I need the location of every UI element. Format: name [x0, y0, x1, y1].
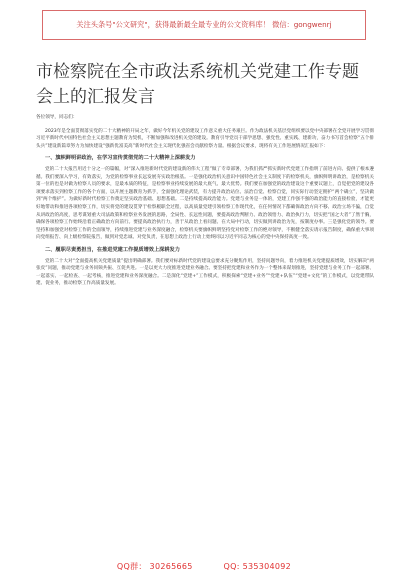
section-2-paragraph: 党的二十大对“全面提高机关党建质量”提出明确部署。我们要对标新时代党的建设总要求充分聚焦作用，坚持问题导向，着力推进机关党建提质增效，切实解决“两张皮”问题，推动党建与业务同频共振、互促共进。一是以更大力度推进党建业务融合。要坚持把党建和业务作为一个整体来谋划推进，坚持党建与业务工作一起部署、一起落实、一起检查、一起考核，推进党建和业务深度融合。二是深化“党建+”工作模式，积极探索“党建+业务”“党建+队伍”“党建+文化”的工作模式，以党建带队建、促业务，推动检察工作高质量发展。 — [36, 258, 374, 287]
intro-paragraph: 2023年是全面贯彻落实党的二十大精神的开局之年，做好今年机关党的建设工作意义重大任务艰巨。作为政法机关基层党组织要以党中央部署在全党开展学习贯彻习近平新时代中国特色社会主义思想主题教育为契机，不断加强和改进机关党的建设。教育引导党员干部学思想、强党性、重实践、建新功，奋力书写首会检察“五个排头兵”建设新篇章努力为加快建设“强新优富美高”新时代社会主义现代化强省会贡献检察力量。根据会议要求，现将有关工作进展情况汇报如下： — [36, 128, 374, 149]
section-heading-1: 一、旗帜鲜明讲政治，在学习宣传贯彻党的二十大精神上深耕发力 — [45, 155, 196, 162]
document-title: 市检察院在全市政法系统机关党建工作专题会上的汇报发言 — [36, 62, 359, 107]
section-1-paragraph: 党的二十大报告用近十分之一的篇幅，对“深入推进新时代党的建设新的伟大工程”做了专章部署，为我们抓严抓实新时代党建工作指明了前进方向、提供了根本遵循。我们要深入学习，有效落实，为党的检察事业长远发展夯实政治根基。一是强化政治机关意识中国特色社会主义制度下的检察机关，旗帜鲜明讲政治，是检察机关第一位的也是对做为检察人员的要求，是最本质的特征，是检察事业持续发展的最大底气、最大优势。我们要在加强党的政治建设这个重要议题上，自觉把党的建设各项要求落实到检察工作的各个方面，以开展主题教育为抓手，全面强化理论武装，有力提升政治站位、法治自觉、检察自觉，同实际行动坚定拥护“两个确立”，坚决做到“两个维护”。为做好新时代检察工作奠定坚实政治基础、思想基础。二是持续提高政治能力。党建与业务是一体的，党建工作强不强的政治能力的直接检验，才能更好地带动和推进各项检察工作，切实将党的建设贯穿于检察履职全过程，以高质量党建引领检察工作现代化，在任何情况下都确保政治方向不移、政治立场不偏，自觉从讲政治的高度，思考谋划重大司法政策和检察业务发展的思路，全局性、长远性问题，要提高政治判断力、政治领悟力、政治执行力，切实把“国之大者”了然于胸，确保各项检察工作始终沿着正确政治方向前行。要提高政治执行力，善于从政治上看问题、在大局中行动，切实做到讲政治为先，按制度办事。三是强化党的领导。要坚持和加强党对检察工作的全面领导，持续推进党建与业务深度融合，检察机关要旗帜鲜明坚持党对检察工作的绝对领导，不断健全落实请示报告制度，确保重大事项向党组报告、向上级检察院报告，做到对党忠诚、对党负责，在思想上政治上行动上始终同以习近平同志为核心的党中央保持高度一致。 — [36, 166, 374, 241]
qq-text: QQ: 535304092 — [223, 562, 292, 571]
salutation: 各位领导，同志们： — [36, 115, 78, 120]
qq-group-text: QQ群： 30265665 — [116, 562, 193, 571]
promo-banner — [42, 10, 366, 40]
section-heading-2: 二、履职尽责勇担当，在推进党建工作提质增效上深耕发力 — [45, 246, 180, 253]
footer-contact — [0, 561, 408, 572]
document-body — [36, 114, 374, 288]
promo-banner-text: 关注头条号"公文研究"，获得最新最全最专业的公文资料库！ 微信：gongwenrj — [76, 20, 332, 29]
